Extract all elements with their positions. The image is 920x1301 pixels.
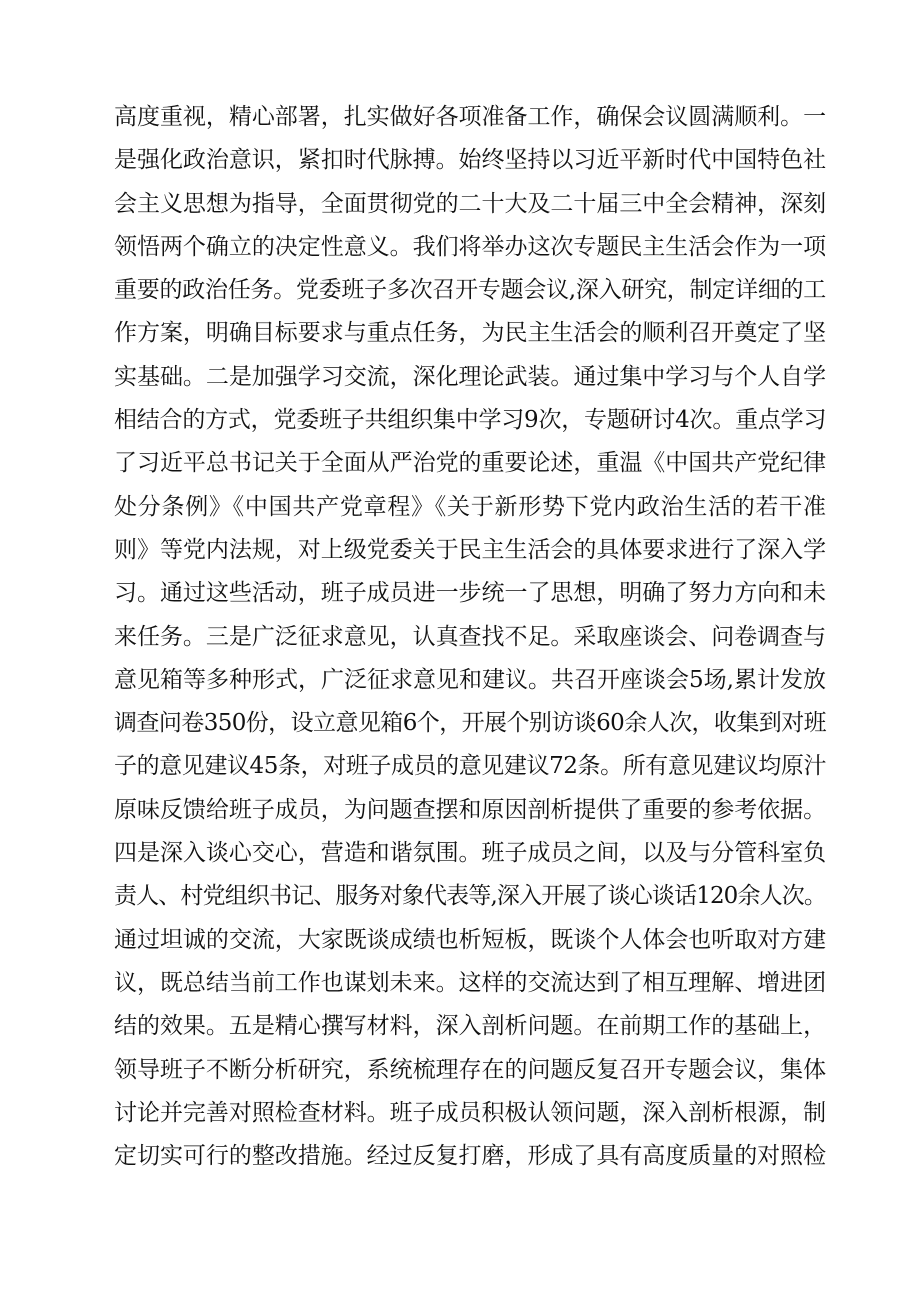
text-line-4: 领悟两个确立的决定性意义。我们将举办这次专题民主生活会作为一项 [114, 233, 827, 260]
text-line-7: 实基础。二是加强学习交流，深化理论武装。通过集中学习与个人自学 [114, 363, 827, 390]
text-line-6: 作方案，明确目标要求与重点任务，为民主生活会的顺利召开奠定了坚 [114, 320, 827, 347]
body-paragraph [114, 96, 826, 1178]
text-line-15: 调查问卷350份，设立意见箱6个，开展个别访谈60余人次，收集到对班 [114, 710, 826, 737]
text-line-1: 高度重视，精心部署，扎实做好各项准备工作，确保会议圆满顺利。一 [114, 104, 827, 130]
text-line-24: 讨论并完善对照检查材料。班子成员积极认领问题，深入剖析根源，制 [114, 1099, 827, 1126]
text-line-19: 责人、村党组织书记、服务对象代表等,深入开展了谈心谈话120余人次。 [114, 883, 826, 910]
text-line-10: 处分条例》《中国共产党章程》《关于新形势下党内政治生活的若干准 [114, 493, 826, 520]
text-line-13: 来任务。三是广泛征求意见，认真查找不足。采取座谈会、问卷调查与 [114, 623, 827, 650]
text-line-23: 领导班子不断分析研究，系统梳理存在的问题反复召开专题会议，集体 [114, 1056, 827, 1083]
text-line-20: 通过坦诚的交流，大家既谈成绩也析短板，既谈个人体会也听取对方建 [114, 926, 827, 953]
text-line-9: 了习近平总书记关于全面从严治党的重要论述，重温《中国共产党纪律 [114, 450, 827, 477]
text-line-2: 是强化政治意识，紧扣时代脉搏。始终坚持以习近平新时代中国特色社 [114, 147, 827, 174]
text-line-21: 议，既总结当前工作也谋划未来。这样的交流达到了相互理解、增进团 [114, 969, 827, 996]
text-line-14: 意见箱等多种形式，广泛征求意见和建议。共召开座谈会5场,累计发放 [114, 666, 826, 693]
text-line-25: 定切实可行的整改措施。经过反复打磨，形成了具有高度质量的对照检 [114, 1143, 827, 1170]
text-line-17: 原味反馈给班子成员，为问题查摆和原因剖析提供了重要的参考依据。 [114, 796, 827, 823]
text-line-3: 会主义思想为指导，全面贯彻党的二十大及二十届三中全会精神，深刻 [114, 190, 827, 217]
text-line-18: 四是深入谈心交心，营造和谐氛围。班子成员之间，以及与分管科室负 [114, 840, 827, 867]
text-line-8: 相结合的方式，党委班子共组织集中学习9次，专题研讨4次。重点学习 [114, 407, 827, 434]
text-line-11: 则》等党内法规，对上级党委关于民主生活会的具体要求进行了深入学 [114, 536, 827, 563]
text-line-12: 习。通过这些活动，班子成员进一步统一了思想，明确了努力方向和未 [114, 580, 827, 607]
text-line-22: 结的效果。五是精心撰写材料，深入剖析问题。在前期工作的基础上， [114, 1013, 827, 1040]
text-line-16: 子的意见建议45条，对班子成员的意见建议72条。所有意见建议均原汁 [114, 753, 826, 780]
text-line-5: 重要的政治任务。党委班子多次召开专题会议,深入研究，制定详细的工 [114, 277, 826, 304]
